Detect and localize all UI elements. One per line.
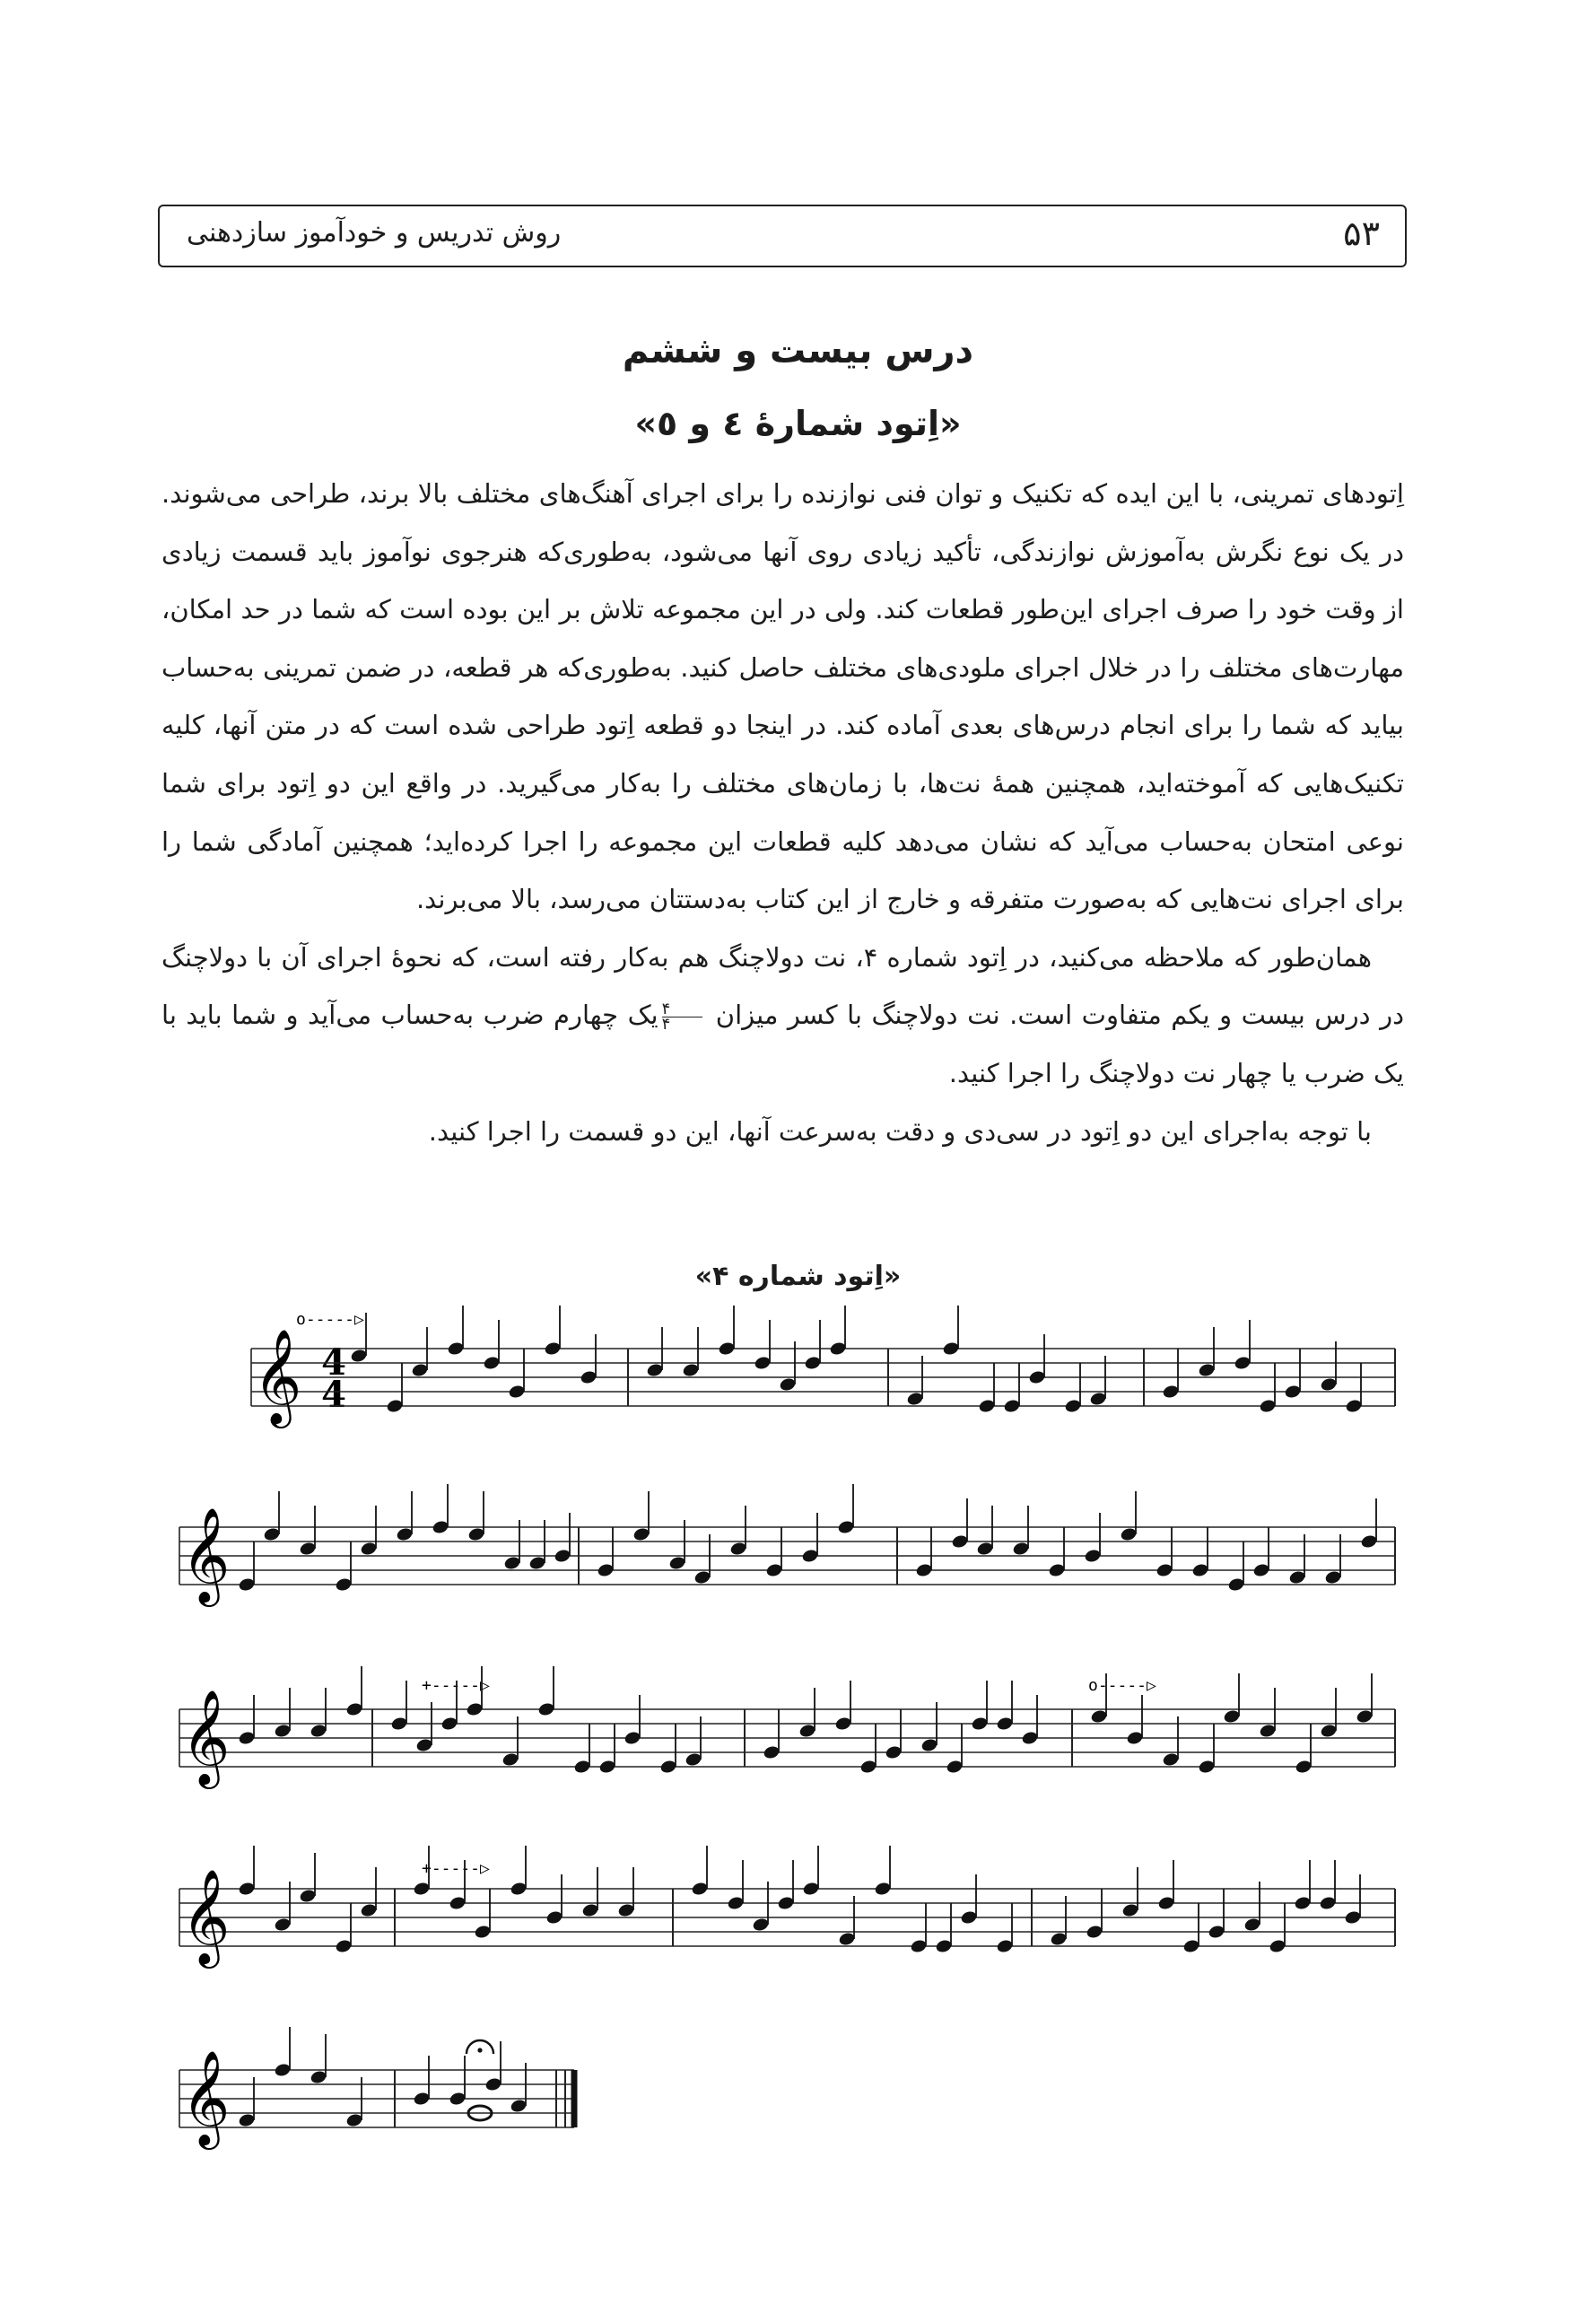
running-header xyxy=(158,205,1407,267)
note-head xyxy=(920,1737,938,1752)
note-head xyxy=(996,1938,1014,1953)
note-head xyxy=(274,2062,292,2077)
note-head xyxy=(483,1355,501,1370)
time-signature-fraction xyxy=(661,999,703,1034)
note-head xyxy=(978,1398,996,1413)
fraction-denominator: ۴ xyxy=(661,1014,671,1034)
note-head xyxy=(360,1902,378,1917)
note-head xyxy=(1198,1759,1216,1774)
note-head xyxy=(484,2076,502,2092)
note-head xyxy=(1284,1384,1302,1399)
treble-clef-icon: 𝄞 xyxy=(181,1507,231,1603)
note-head xyxy=(545,1909,563,1925)
note-head xyxy=(544,1341,562,1356)
note-head xyxy=(580,1369,597,1384)
note-head xyxy=(1182,1938,1200,1953)
note-head xyxy=(238,1730,256,1745)
etude-title: «اِتود شمارهٔ ٤ و ٥» xyxy=(634,404,962,443)
note-head xyxy=(1028,1369,1046,1384)
note-head xyxy=(691,1881,709,1896)
note-head xyxy=(310,1723,327,1738)
time-signature-top: 4 xyxy=(321,1341,346,1384)
note-head xyxy=(1162,1384,1180,1399)
note-head xyxy=(1021,1730,1039,1745)
note-head xyxy=(310,2069,327,2084)
note-head xyxy=(1320,1376,1338,1392)
note-head xyxy=(632,1526,650,1542)
note-head xyxy=(763,1744,781,1760)
note-head xyxy=(1259,1398,1277,1413)
note-head xyxy=(779,1376,797,1392)
time-signature-bottom: 4 xyxy=(321,1374,346,1416)
note-head xyxy=(1320,1723,1338,1738)
note-head xyxy=(1121,1902,1139,1917)
note-head xyxy=(859,1759,877,1774)
treble-clef-icon: 𝄞 xyxy=(181,1689,231,1785)
note-head xyxy=(729,1541,747,1556)
note-head xyxy=(935,1938,953,1953)
note-head xyxy=(345,1701,363,1716)
note-head xyxy=(659,1759,677,1774)
note-head xyxy=(386,1398,404,1413)
note-head xyxy=(1356,1708,1374,1724)
note-head xyxy=(1234,1355,1252,1370)
note-head xyxy=(1288,1569,1306,1585)
note-head xyxy=(466,1701,484,1716)
note-head xyxy=(802,1881,820,1896)
note-head xyxy=(554,1548,571,1563)
note-head xyxy=(510,2098,528,2113)
music-caption: «اِتود شماره ۴» xyxy=(694,1261,902,1292)
note-head xyxy=(1324,1569,1342,1585)
note-head xyxy=(727,1895,745,1910)
note-head xyxy=(537,1701,555,1716)
note-head xyxy=(447,1341,465,1356)
breath-mark-2: +-----▷ xyxy=(422,1676,490,1695)
note-head xyxy=(432,1519,449,1534)
note-head xyxy=(624,1730,641,1745)
note-head xyxy=(415,1737,433,1752)
treble-clef-icon: 𝄞 xyxy=(253,1328,302,1424)
note-head xyxy=(238,2112,256,2127)
note-head xyxy=(834,1716,852,1731)
note-head xyxy=(508,1384,526,1399)
note-head xyxy=(829,1341,847,1356)
note-head xyxy=(685,1751,702,1767)
note-head xyxy=(801,1548,819,1563)
note-head xyxy=(263,1526,281,1542)
note-head xyxy=(528,1555,546,1570)
note-head xyxy=(1223,1708,1241,1724)
note-head xyxy=(413,2091,431,2106)
note-head xyxy=(411,1362,429,1377)
note-head xyxy=(1319,1895,1337,1910)
note-head xyxy=(413,1881,431,1896)
note-head xyxy=(238,1881,256,1896)
note-head xyxy=(1064,1398,1082,1413)
note-head xyxy=(573,1759,591,1774)
note-head xyxy=(946,1759,964,1774)
note-head xyxy=(1360,1533,1378,1549)
treble-clef-icon: 𝄞 xyxy=(181,1868,231,1964)
note-head xyxy=(449,2091,467,2106)
note-head xyxy=(581,1902,599,1917)
note-head xyxy=(503,1555,521,1570)
note-head xyxy=(682,1362,700,1377)
note-head xyxy=(1191,1562,1209,1577)
note-head xyxy=(1084,1548,1102,1563)
note-head xyxy=(360,1541,378,1556)
note-head xyxy=(335,1938,353,1953)
treble-clef-icon: 𝄞 xyxy=(181,2049,231,2145)
note-head xyxy=(1120,1526,1138,1542)
note-head xyxy=(1227,1576,1245,1592)
note-head xyxy=(838,1931,856,1946)
note-head xyxy=(1003,1398,1021,1413)
note-head xyxy=(1243,1917,1261,1932)
music-score xyxy=(0,1292,1596,2297)
note-head xyxy=(971,1716,989,1731)
fraction-numerator: ۴ xyxy=(662,1002,703,1017)
note-head xyxy=(765,1562,783,1577)
paragraph-practice: با توجه به‌اجرای این دو اِتود در سی‌دی و دقت به‌سرعت آنها، این دو قسمت را اجرا کنید. xyxy=(428,1115,1372,1147)
note-head xyxy=(390,1716,408,1731)
note-head xyxy=(1089,1391,1107,1406)
note-head xyxy=(598,1759,616,1774)
note-head xyxy=(754,1355,772,1370)
note-head xyxy=(837,1519,855,1534)
note-head xyxy=(449,1895,467,1910)
note-head xyxy=(274,1917,292,1932)
note-head xyxy=(510,1881,528,1896)
note-head xyxy=(345,2112,363,2127)
note-head xyxy=(1012,1541,1030,1556)
note-head xyxy=(597,1562,615,1577)
note-head xyxy=(885,1744,903,1760)
note-head xyxy=(617,1902,635,1917)
note-head xyxy=(693,1569,711,1585)
note-head xyxy=(335,1576,353,1592)
note-head xyxy=(1086,1924,1103,1939)
note-head xyxy=(1156,1562,1173,1577)
note-head xyxy=(299,1541,317,1556)
note-head xyxy=(1198,1362,1216,1377)
note-head xyxy=(718,1341,736,1356)
note-head xyxy=(1162,1751,1180,1767)
note-head xyxy=(1157,1895,1175,1910)
note-head xyxy=(467,1526,485,1542)
note-head xyxy=(910,1938,928,1953)
note-head xyxy=(1048,1562,1066,1577)
note-head xyxy=(350,1348,368,1363)
note-head xyxy=(874,1881,892,1896)
breath-mark-1: o-----▷ xyxy=(296,1310,364,1329)
note-head xyxy=(960,1909,978,1925)
paragraph-intro: اِتودهای تمرینی، با این ایده که تکنیک و توان فنی نوازنده را برای اجرای آهنگ‌های مختلف بالا برند، طراحی می‌شوند. در یک نوع نگرش به‌آموزش نوازندگی، تأکید زیادی روی آنها می‌شود، به‌طوری‌که هنرجوی نوآموز باید قسمت زیادی از وقت خود را صرف اجرای این‌طور قطعات کند. ولی در این مجموعه تلاش بر این بوده است که شما در حد امکان، مهارت‌های مختلف را در خلال اجرای ملودی‌های مختلف حاصل کنید. به‌طوری‌که هر قطعه، در ضمن تمرینی به‌حساب بیاید که شما را برای انجام درس‌های بعدی آماده کند. در اینجا دو قطعه اِتود طراحی شده است که در متن آنها، کلیه تکنیک‌هایی که آموخته‌اید، همچنین همهٔ نت‌ها، با زمان‌های مختلف را به‌کار می‌گیرید. در واقع این دو اِتود برای شما نوعی امتحان به‌حساب می‌آید که نشان می‌دهد کلیه قطعات این مجموعه را اجرا کرده‌اید؛ همچنین آمادگی شما را برای اجرای نت‌هایی که به‌صورت متفرقه و خارج از این کتاب به‌دستتان می‌رسد، بالا می‌برند. xyxy=(161,478,1404,915)
note-head xyxy=(1345,1398,1363,1413)
note-head xyxy=(440,1716,458,1731)
breath-mark-4: +-----▷ xyxy=(422,1859,490,1878)
note-head xyxy=(1294,1895,1312,1910)
note-head xyxy=(804,1355,822,1370)
body-text xyxy=(161,465,1404,1160)
note-head xyxy=(777,1895,795,1910)
note-head xyxy=(396,1526,414,1542)
note-head xyxy=(951,1533,969,1549)
note-head xyxy=(274,1723,292,1738)
note-head xyxy=(668,1555,686,1570)
note-head xyxy=(1295,1759,1313,1774)
note-head xyxy=(915,1562,933,1577)
note-head xyxy=(1050,1931,1068,1946)
fermata-dot xyxy=(477,2048,482,2052)
note-head xyxy=(1344,1909,1362,1925)
note-head xyxy=(906,1391,924,1406)
note-head xyxy=(976,1541,994,1556)
note-head xyxy=(646,1362,664,1377)
breath-mark-3: o-----▷ xyxy=(1088,1676,1156,1695)
note-head xyxy=(299,1888,317,1903)
paragraph-sixteenth-part-a: همان‌طور که ملاحظه می‌کنید، در اِتود شماره ۴، نت دولاچنگ هم به‌کار رفته است، که نحوهٔ اجرای آن با دولاچنگ در درس بیست و یکم متفاوت است. نت دولاچنگ با کسر میزان xyxy=(161,941,1404,1031)
note-head xyxy=(1090,1708,1108,1724)
note-head xyxy=(474,1924,492,1939)
note-head xyxy=(752,1917,770,1932)
note-head xyxy=(501,1751,519,1767)
note-head xyxy=(798,1723,816,1738)
note-head xyxy=(942,1341,960,1356)
note-head xyxy=(996,1716,1014,1731)
paragraph-sixteenth-notes xyxy=(161,929,1404,1103)
note-head xyxy=(1269,1938,1286,1953)
running-title: روش تدریس و خودآموز سازدهنی xyxy=(187,217,562,249)
note-head xyxy=(1252,1562,1270,1577)
note-head xyxy=(238,1576,256,1592)
note-head xyxy=(1208,1924,1225,1939)
note-head xyxy=(1126,1730,1144,1745)
lesson-title: درس بیست و ششم xyxy=(622,330,974,371)
page-number: ۵۳ xyxy=(1343,214,1380,253)
note-head xyxy=(1259,1723,1277,1738)
paragraph-sixteenth-part-b: یک چهارم ضرب به‌حساب می‌آید و شما باید با یک ضرب یا چهار نت دولاچنگ را اجرا کنید. xyxy=(161,1000,1404,1088)
